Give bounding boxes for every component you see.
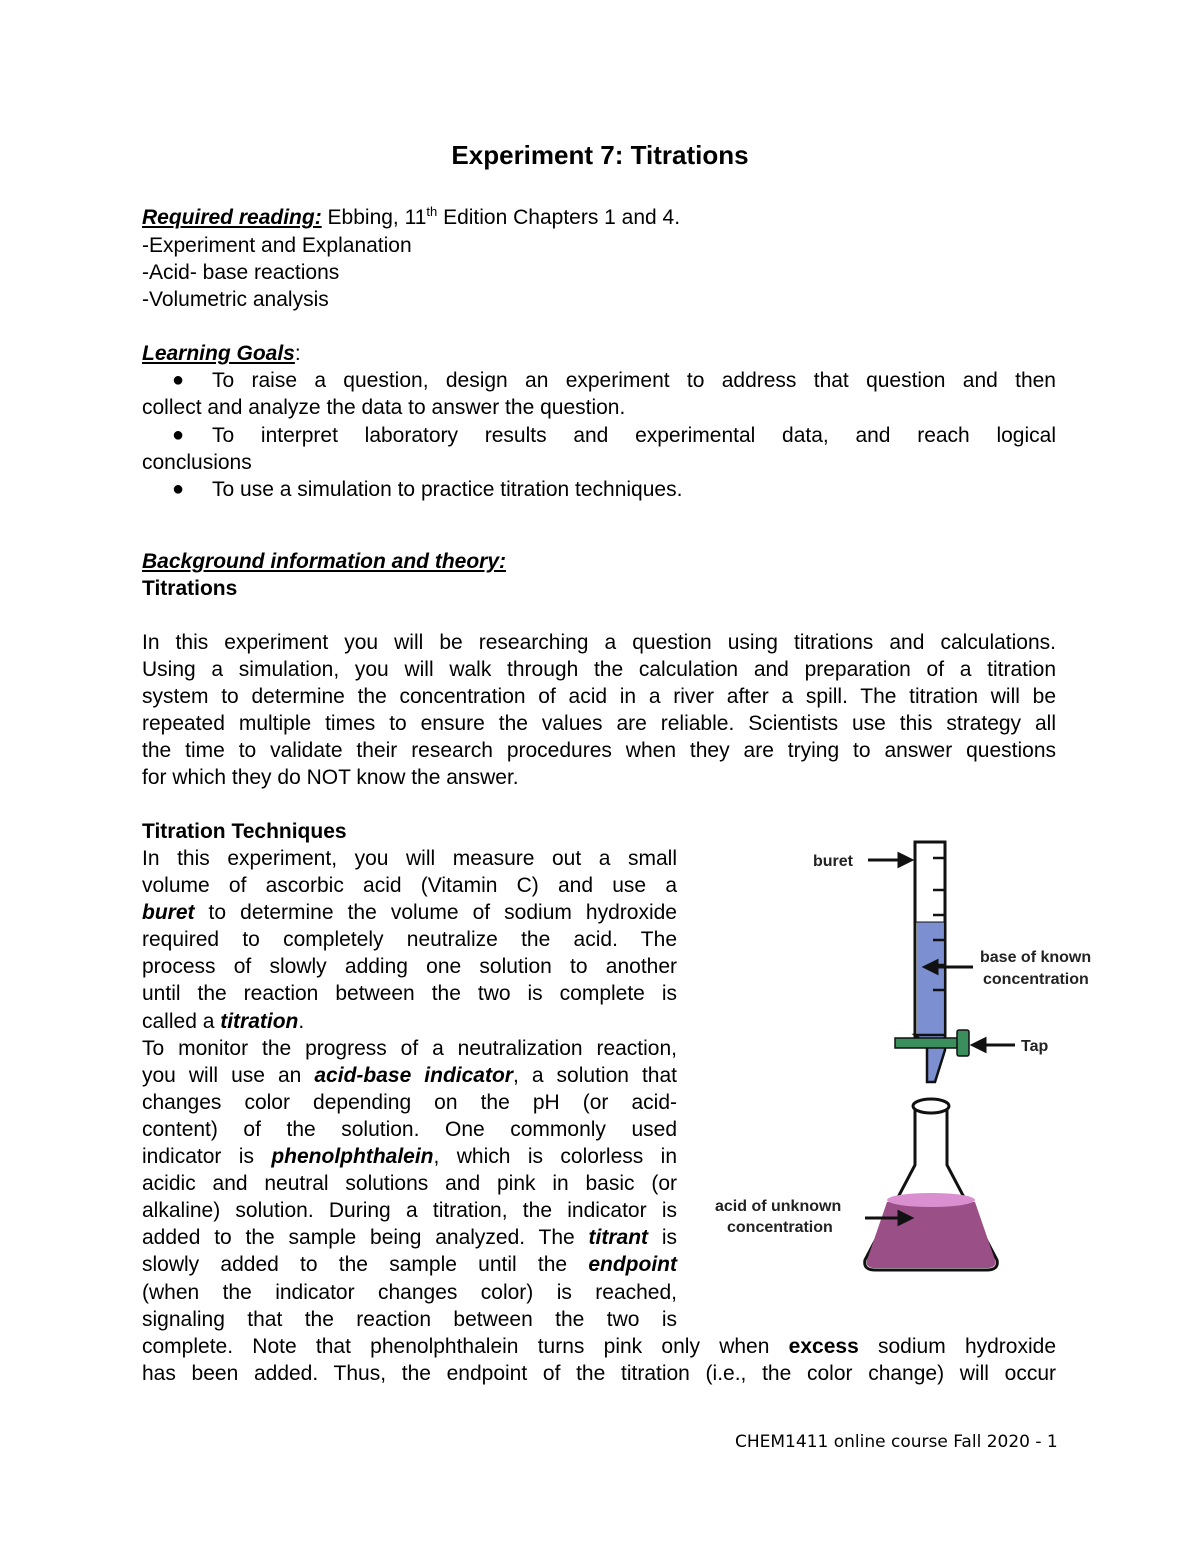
bullet-icon: ●	[172, 478, 185, 500]
paragraph-line: content) of the solution. One commonly used	[142, 1117, 677, 1141]
reading-item: -Volumetric analysis	[142, 288, 329, 311]
term-buret: buret	[142, 901, 195, 925]
flask-mouth	[913, 1099, 949, 1113]
text: sodium hydroxide	[858, 1335, 1056, 1358]
paragraph-line	[142, 1008, 677, 1035]
base-label: base of known	[980, 949, 1092, 966]
text: .	[298, 1009, 305, 1033]
goal-text: To raise a question, design an experiment to address that question and then	[212, 369, 1056, 392]
text: added to the sample being analyzed. The	[142, 1226, 589, 1250]
titrations-subhead: Titrations	[142, 577, 238, 600]
bullet-icon: ●	[172, 424, 185, 446]
text: complete. Note that phenolphthalein turns pink only when	[142, 1335, 789, 1358]
tap-label: Tap	[1021, 1038, 1049, 1055]
paragraph-line: acidic and neutral solutions and pink in basic (or	[142, 1172, 677, 1196]
acid-liquid	[867, 1202, 996, 1268]
page-footer: CHEM1411 online course Fall 2020 - 1	[735, 1432, 1058, 1452]
term-excess: excess	[788, 1335, 859, 1358]
goal-text: To interpret laboratory results and experimental data, and reach logical	[212, 424, 1056, 447]
paragraph-line: changes color depending on the pH (or acid-	[142, 1090, 677, 1114]
paragraph-line: signaling that the reaction between the two is	[142, 1307, 677, 1331]
required-reading-heading: Required reading:	[142, 206, 322, 229]
paragraph-line: for which they do NOT know the answer.	[142, 766, 519, 789]
paragraph-line: repeated multiple times to ensure the values are reliable. Scientists use this strategy all	[142, 712, 1056, 735]
text: to determine the volume of sodium hydroxide	[194, 901, 677, 925]
tap-handle	[895, 1038, 965, 1048]
paragraph-line: required to completely neutralize the acid. The	[142, 928, 677, 952]
goal-bullet	[142, 476, 1056, 503]
base-label: concentration	[983, 971, 1089, 988]
paragraph-line	[142, 1062, 677, 1089]
background-paragraph	[142, 629, 1056, 791]
term-endpoint: endpoint	[588, 1253, 677, 1277]
text: , a solution that	[512, 1063, 677, 1087]
techniques-paragraph-cont	[142, 1333, 1056, 1387]
paragraph-line: has been added. Thus, the endpoint of the titration (i.e., the color change) will occur	[142, 1362, 1056, 1385]
paragraph-line	[142, 1224, 677, 1251]
background-heading	[142, 548, 506, 575]
paragraph-line: To monitor the progress of a neutralization reaction,	[142, 1036, 677, 1060]
paragraph-line: In this experiment, you will measure out a small	[142, 847, 677, 870]
paragraph-line: (when the indicator changes color) is reached,	[142, 1280, 677, 1304]
term-titration: titration	[220, 1009, 299, 1033]
term-indicator: acid-base indicator	[314, 1063, 513, 1087]
text: indicator is	[142, 1145, 272, 1169]
techniques-subhead: Titration Techniques	[142, 820, 347, 843]
paragraph-line: volume of ascorbic acid (Vitamin C) and use a	[142, 874, 677, 898]
techniques-paragraph	[142, 845, 677, 1333]
paragraph-line: Using a simulation, you will walk through the calculation and preparation of a titration	[142, 658, 1056, 681]
background-heading-text: Background information and theory:	[142, 550, 507, 573]
required-reading-line	[142, 204, 680, 231]
text: , which is colorless in	[433, 1145, 677, 1169]
goal-text-cont: conclusions	[142, 451, 252, 474]
goal-bullet	[142, 367, 1056, 421]
reading-text-end: Edition Chapters 1 and 4.	[437, 206, 681, 229]
learning-goals-line	[142, 340, 301, 367]
bullet-icon: ●	[172, 369, 185, 391]
reading-item: -Acid- base reactions	[142, 261, 340, 284]
acid-surface	[887, 1193, 975, 1207]
text: is	[648, 1226, 678, 1250]
acid-label: acid of unknown	[715, 1198, 842, 1215]
paragraph-line: system to determine the concentration of acid in a river after a spill. The titration will be	[142, 685, 1056, 708]
term-titrant: titrant	[588, 1226, 649, 1250]
text: called a	[142, 1009, 221, 1033]
tap-knob	[957, 1030, 969, 1056]
buret-label: buret	[813, 853, 853, 870]
text: slowly added to the sample until the	[142, 1253, 589, 1277]
paragraph-line	[142, 1143, 677, 1170]
learning-goals-heading: Learning Goals	[142, 342, 295, 365]
acid-label: concentration	[727, 1219, 833, 1236]
text: you will use an	[142, 1063, 315, 1087]
paragraph-line: until the reaction between the two is complete is	[142, 982, 677, 1006]
learning-goals-colon: :	[294, 342, 301, 365]
term-phenolphthalein: phenolphthalein	[271, 1145, 434, 1169]
paragraph-line: the time to validate their research procedures when they are trying to answer questions	[142, 739, 1056, 762]
paragraph-line: alkaline) solution. During a titration, the indicator is	[142, 1199, 677, 1223]
paragraph-line: process of slowly adding one solution to another	[142, 955, 677, 979]
paragraph-line	[142, 1333, 1056, 1360]
goal-bullet	[142, 422, 1056, 476]
reading-item: -Experiment and Explanation	[142, 234, 412, 257]
arrow-head-icon	[899, 854, 911, 866]
titration-figure	[705, 830, 1115, 1280]
arrow-head-icon	[973, 1039, 985, 1051]
reading-superscript: th	[426, 204, 438, 219]
paragraph-line	[142, 899, 677, 926]
reading-text: Ebbing, 11	[321, 206, 427, 229]
goal-text: To use a simulation to practice titration techniques.	[212, 478, 683, 501]
paragraph-line: In this experiment you will be researching a question using titrations and calculations.	[142, 631, 1056, 654]
page-title: Experiment 7: Titrations	[451, 140, 749, 170]
goal-text-cont: collect and analyze the data to answer the question.	[142, 396, 626, 419]
paragraph-line	[142, 1251, 677, 1278]
